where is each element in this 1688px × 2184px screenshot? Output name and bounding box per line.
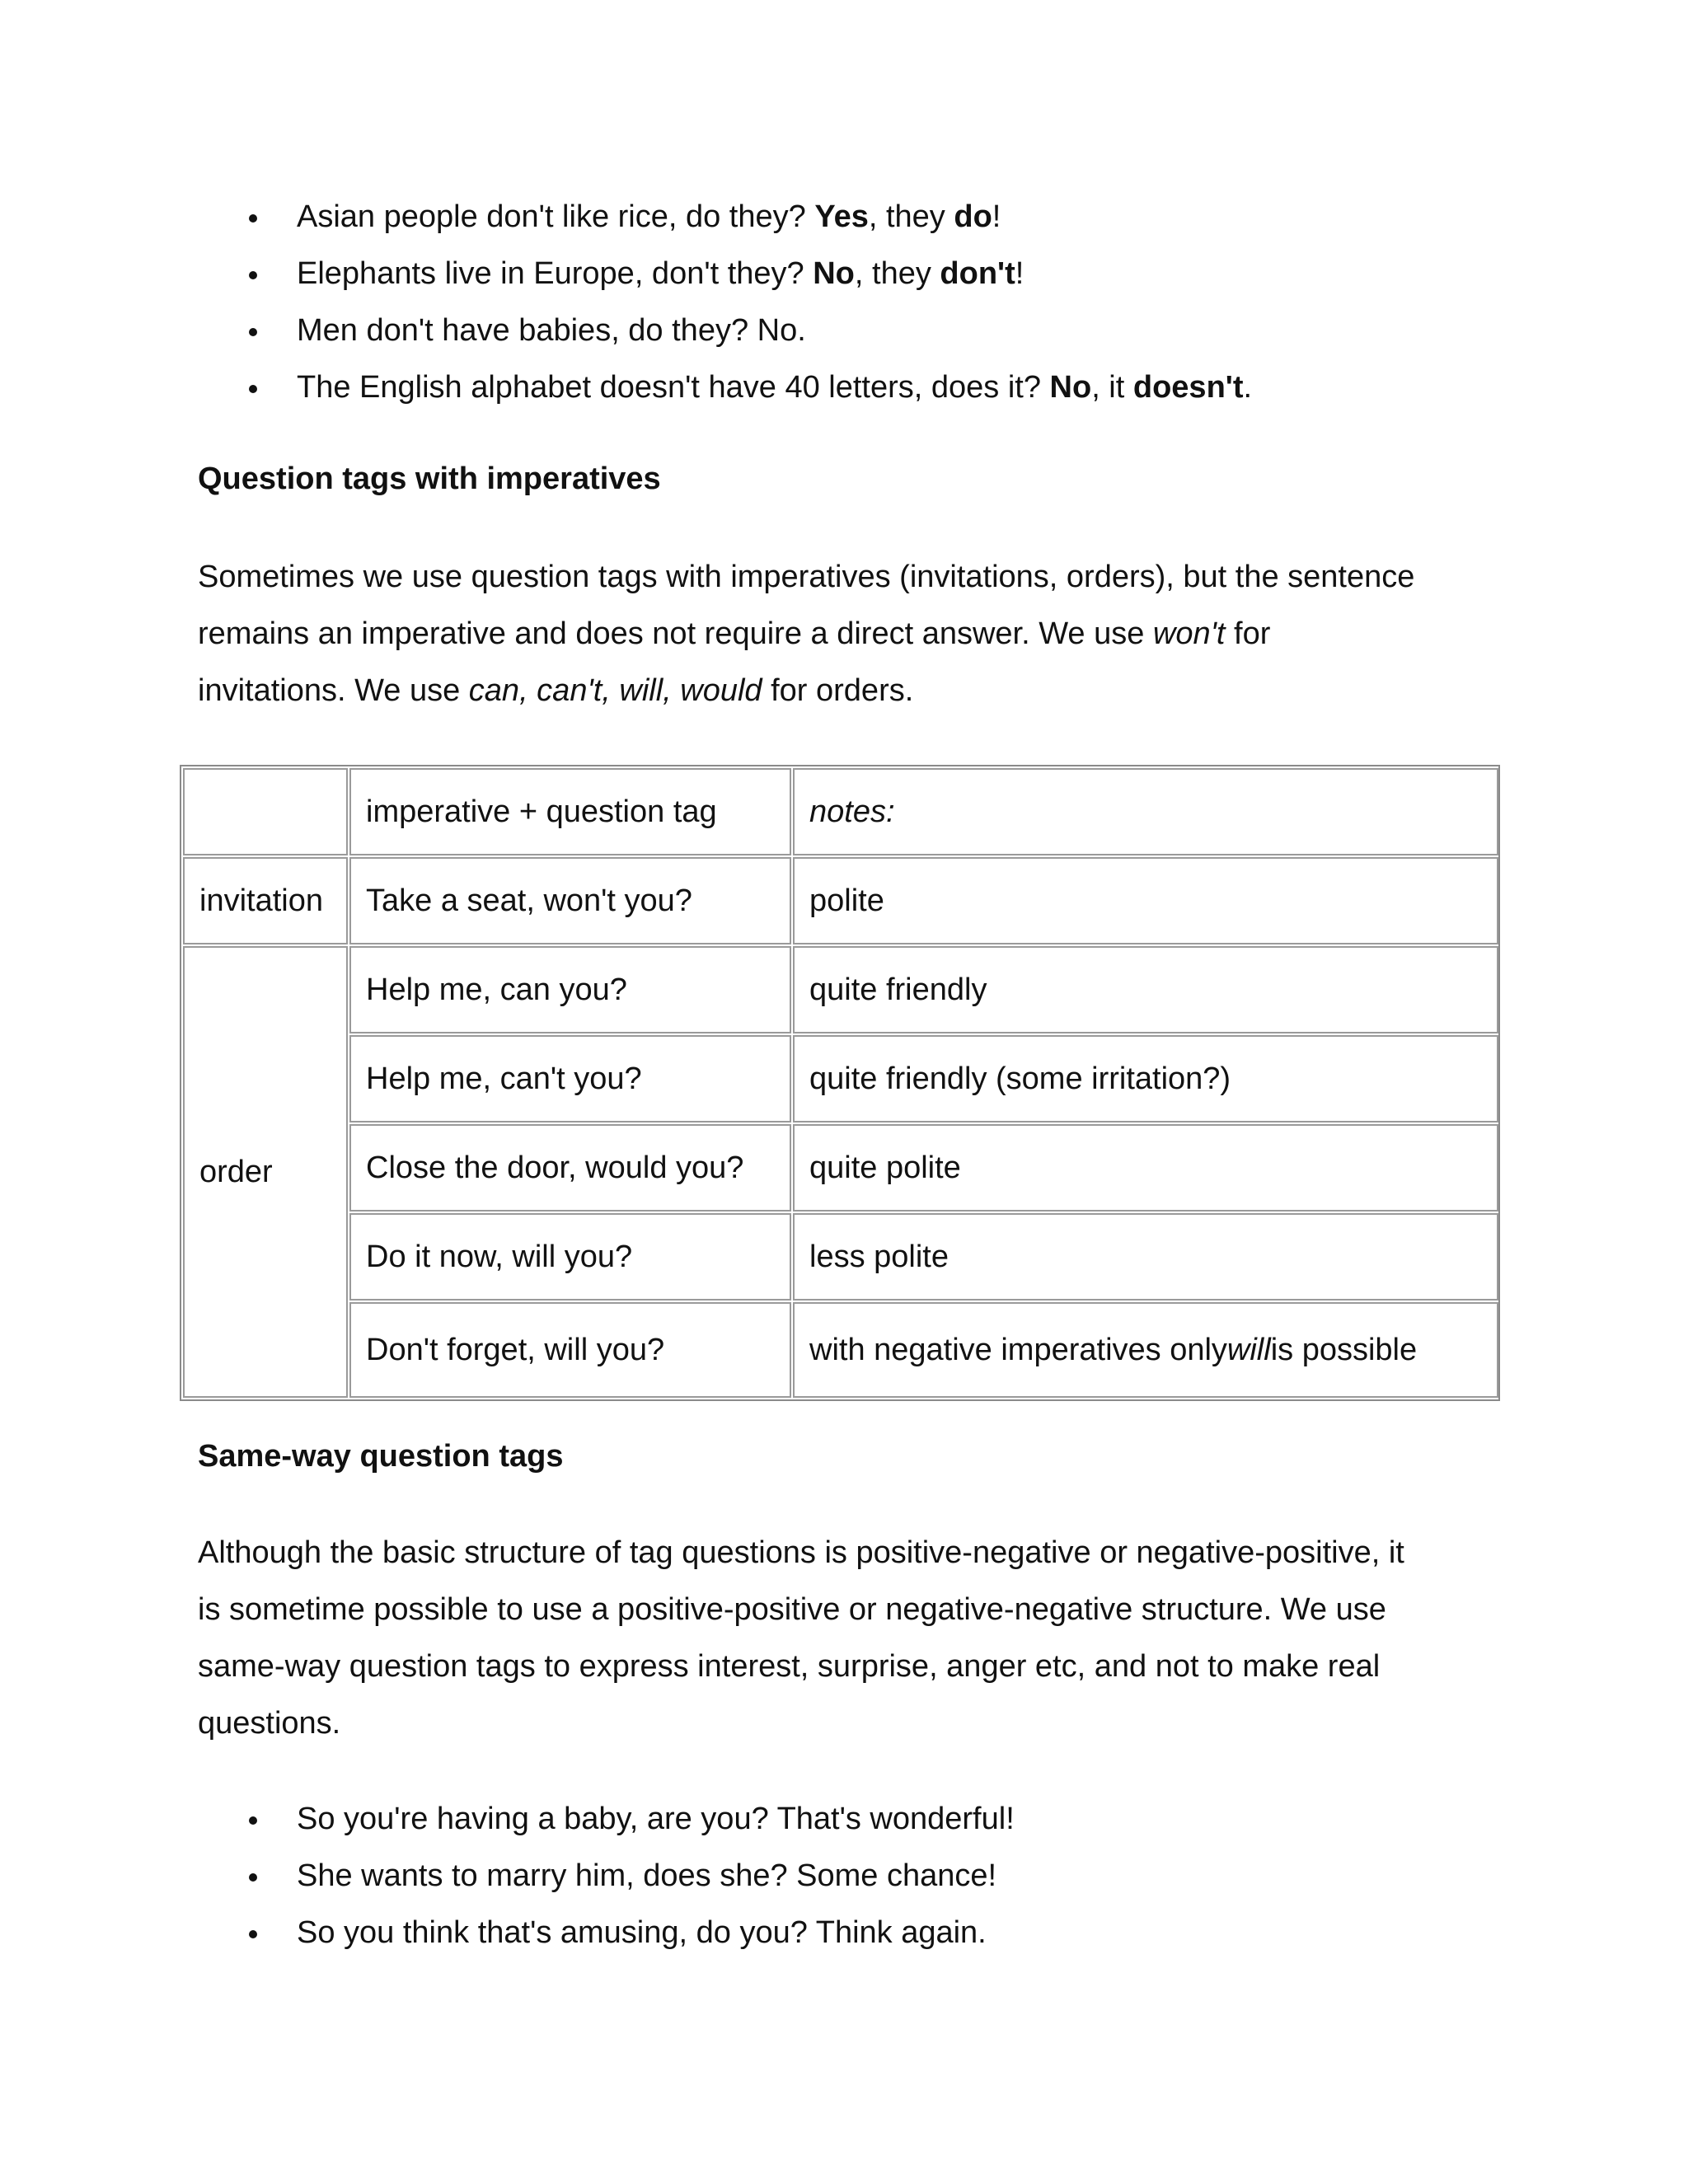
table-header-cell-empty	[183, 768, 348, 855]
table-cell-tag: Close the door, would you?	[349, 1124, 791, 1212]
list-item-text: The English alphabet doesn't have 40 letters, does it? No, it doesn't.	[297, 370, 1253, 405]
paragraph-line: invitations. We use can, can't, will, would for orders.	[198, 673, 914, 708]
paragraph-imperatives	[198, 549, 1500, 719]
table-cell-note: less polite	[793, 1213, 1498, 1301]
table-header-cell-imperative: imperative + question tag	[349, 768, 791, 855]
list-item	[196, 359, 1252, 416]
paragraph-line: is sometime possible to use a positive-positive or negative-negative structure. We use	[198, 1592, 1386, 1627]
table-cell-note: quite friendly	[793, 946, 1498, 1033]
paragraph-line: same-way question tags to express interest, surprise, anger etc, and not to make real	[198, 1649, 1381, 1684]
table-label-invitation: invitation	[183, 857, 348, 944]
paragraph-line: remains an imperative and does not require a direct answer. We use won't for	[198, 616, 1271, 651]
imperative-tags-table	[180, 765, 1500, 1401]
table-header-cell-notes: notes:	[793, 768, 1498, 855]
paragraph-line: Sometimes we use question tags with imperatives (invitations, orders), but the sentence	[198, 560, 1415, 594]
paragraph-line: questions.	[198, 1706, 341, 1741]
table-cell-tag: Help me, can't you?	[349, 1035, 791, 1122]
list-item-text: Asian people don't like rice, do they? Yes, they do!	[297, 199, 1001, 234]
list-item	[196, 302, 1252, 359]
list-item	[196, 1848, 1015, 1905]
list-item-text: Men don't have babies, do they? No.	[297, 313, 806, 348]
paragraph-line: Although the basic structure of tag questions is positive-negative or negative-positive, it	[198, 1535, 1404, 1570]
list-item-text: She wants to marry him, does she? Some chance!	[297, 1858, 997, 1893]
bullet-icon	[249, 1816, 257, 1825]
section-heading-imperatives: Question tags with imperatives	[198, 462, 661, 496]
bullet-icon	[249, 328, 257, 336]
table-cell-tag: Take a seat, won't you?	[349, 857, 791, 944]
bullet-list-bottom	[196, 1791, 1015, 1961]
table-label-order: order	[183, 946, 348, 1398]
list-item	[196, 1905, 1015, 1961]
paragraph-same-way	[198, 1525, 1500, 1752]
table-cell-note: polite	[793, 857, 1498, 944]
bullet-icon	[249, 271, 257, 279]
table-cell-note: with negative imperatives only will is possible	[793, 1302, 1498, 1398]
bullet-icon	[249, 1873, 257, 1882]
list-item	[196, 246, 1252, 302]
bullet-icon	[249, 214, 257, 223]
list-item-text: Elephants live in Europe, don't they? No, they don't!	[297, 256, 1025, 291]
bullet-list-top	[196, 189, 1252, 416]
list-item	[196, 1791, 1015, 1848]
bullet-icon	[249, 1930, 257, 1938]
table-cell-note: quite friendly (some irritation?)	[793, 1035, 1498, 1122]
list-item-text: So you think that's amusing, do you? Think again.	[297, 1915, 987, 1950]
table-cell-note: quite polite	[793, 1124, 1498, 1212]
list-item-text: So you're having a baby, are you? That's wonderful!	[297, 1802, 1015, 1836]
list-item	[196, 189, 1252, 246]
table-cell-tag: Don't forget, will you?	[349, 1302, 791, 1398]
table-cell-tag: Do it now, will you?	[349, 1213, 791, 1301]
table-cell-tag: Help me, can you?	[349, 946, 791, 1033]
bullet-icon	[249, 385, 257, 393]
section-heading-same-way: Same-way question tags	[198, 1439, 564, 1474]
